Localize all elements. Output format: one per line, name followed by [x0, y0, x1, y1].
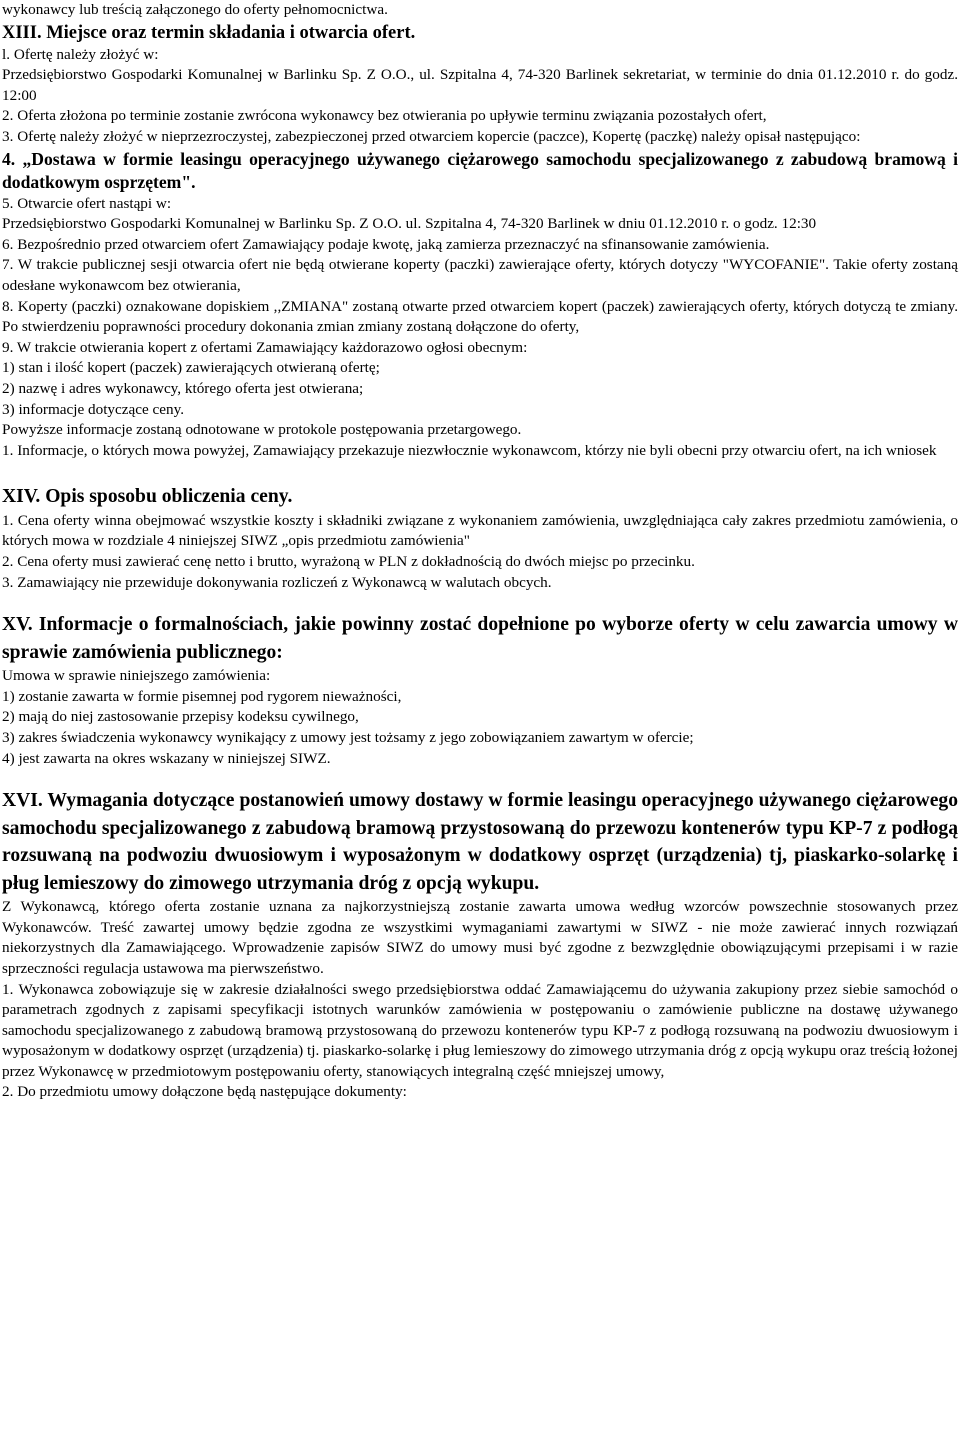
section-xiii-item-4-envelope-label: 4. „Dostawa w formie leasingu operacyjnego używanego ciężarowego samochodu specjalizowanego z zabudową bramową i dodatkowym osprzętem".: [2, 148, 958, 192]
section-xiii-sub-3: 3) informacje dotyczące ceny.: [2, 400, 185, 418]
section-xiv: [2, 483, 958, 593]
section-xiv-heading: XIV. Opis sposobu obliczenia ceny.: [2, 486, 293, 508]
section-xiii-address-1: Przedsiębiorstwo Gospodarki Komunalnej w Barlinku Sp. Z O.O., ul. Szpitalna 4, 74-320 Barlinek sekretariat, w terminie do dnia 01.12.2010 r. do godz. 12:00: [2, 66, 958, 104]
section-xiv-item-2: 2. Cena oferty musi zawierać cenę netto i brutto, wyrażoną w PLN z dokładnością do dwóch miejsc po przecinku.: [2, 552, 695, 570]
section-xiii-heading: XIII. Miejsce oraz termin składania i otwarcia ofert.: [2, 22, 416, 43]
section-xiii-item-7: 7. W trakcie publicznej sesji otwarcia ofert nie będą otwierane koperty (paczki) zawierające oferty, których dotyczy "WYCOFANIE". Takie oferty zostaną odesłane wykonawcom bez otwierania,: [2, 256, 958, 294]
section-xiii-item-1: l. Ofertę należy złożyć w:: [2, 45, 159, 63]
section-xiv-item-3: 3. Zamawiający nie przewiduje dokonywania rozliczeń z Wykonawcą w walutach obcych.: [2, 573, 552, 591]
section-xvi-item-1: 1. Wykonawca zobowiązuje się w zakresie działalności swego przedsiębiorstwa oddać Zamawiającemu do używania zakupiony przez siebie samochód o parametrach zgodnych z zapisami specyfikacji istotnych warunków zamówienia w postępowaniu o zamówienie publiczne na dostawę używanego samochodu specjalizowanego z zabudową bramową przystosowaną do przewozu kontenerów typu KP-7 z podłogą rozsuwaną na podwoziu dwuosiowym i wyposażonym w dodatkowy osprzęt (urządzenia) tj. piaskarko-solarkę i pług lemieszowy do zimowego utrzymania dróg z opcją wykupu oraz treścią łożonej przez Wykonawcę w przedmiotowym postępowaniu oferty, stanowiących integralną część mniejszej umowy,: [2, 980, 958, 1080]
section-xvi-heading: XVI. Wymagania dotyczące postanowień umowy dostawy w formie leasingu operacyjnego używanego ciężarowego samochodu specjalizowanego z zabudową bramową przystosowaną do przewozu kontenerów typu KP-7 z podłogą rozsuwaną na podwoziu dwuosiowym i wyposażonym w dodatkowy osprzęt (urządzenia) tj, piaskarko-solarkę i pług lemieszowy do zimowego utrzymania dróg z opcją wykupu.: [2, 790, 958, 894]
section-xvi: [2, 787, 958, 1103]
section-xiii: [2, 21, 958, 462]
section-xvi-intro: Z Wykonawcą, którego oferta zostanie uznana za najkorzystniejszą zostanie zawarta umowa według wzorców powszechnie stosowanych przez Wykonawców. Treść zawartej umowy będzie zgodna ze wszystkimi wymaganiami zawartymi w SIWZ - nie może zawierać innych rozwiązań niekorzystnych dla Zamawiającego. Wprowadzenie zapisów SIWZ do umowy musi być zgodne z bezwzględnie obowiązującymi przepisami i w razie sprzeczności regulacja ustawowa ma pierwszeństwo.: [2, 898, 958, 977]
section-xiii-address-2: Przedsiębiorstwo Gospodarki Komunalnej w Barlinku Sp. Z O.O. ul. Szpitalna 4, 74-320 Barlinek w dniu 01.12.2010 r. o godz. 12:30: [2, 215, 817, 233]
section-xv-intro: Umowa w sprawie niniejszego zamówienia:: [2, 667, 271, 685]
section-xiii-sub-2: 2) nazwę i adres wykonawcy, którego oferta jest otwierana;: [2, 379, 364, 397]
section-xv-item-3: 3) zakres świadczenia wykonawcy wynikający z umowy jest tożsamy z jego zobowiązaniem zawartym w ofercie;: [2, 728, 694, 746]
section-xiii-item-8: 8. Koperty (paczki) oznakowane dopiskiem ,,ZMIANA" zostaną otwarte przed otwarciem kopert (paczek) zawierających oferty, których dotyczą te zmiany. Po stwierdzeniu poprawności procedury dokonania zmian zmiany zostaną dołączone do oferty,: [2, 297, 958, 336]
section-xiii-item-6: 6. Bezpośrednio przed otwarciem ofert Zamawiający podaje kwotę, jaką zamierza przeznaczyć na sfinansowanie zamówienia.: [2, 235, 770, 253]
section-xv-item-1: 1) zostanie zawarta w formie pisemnej pod rygorem nieważności,: [2, 687, 402, 705]
section-xiii-notice: 1. Informacje, o których mowa powyżej, Zamawiający przekazuje niezwłocznie wykonawcom, którzy nie byli obecni przy otwarciu ofert, na ich wniosek: [2, 441, 937, 459]
section-xv: [2, 611, 958, 769]
paragraph-intro: wykonawcy lub treścią załączonego do oferty pełnomocnictwa.: [2, 1, 388, 18]
section-xv-item-4: 4) jest zawarta na okres wskazany w niniejszej SIWZ.: [2, 749, 331, 767]
section-xiii-sub-1: 1) stan i ilość kopert (paczek) zawierających otwieraną ofertę;: [2, 359, 380, 377]
section-xiii-item-9: 9. W trakcie otwierania kopert z ofertami Zamawiający każdorazowo ogłosi obecnym:: [2, 338, 528, 356]
section-xiii-item-2: 2. Oferta złożona po terminie zostanie zwrócona wykonawcy bez otwierania po upływie terminu związania pozostałych ofert,: [2, 107, 767, 125]
section-xiv-item-1: 1. Cena oferty winna obejmować wszystkie koszty i składniki związane z wykonaniem zamówienia, uwzględniająca cały zakres przedmiotu zamówienia, o których mowa w rozdziale 4 niniejszej SIWZ „opis przedmiotu zamówienia": [2, 511, 958, 550]
section-xvi-item-2: 2. Do przedmiotu umowy dołączone będą następujące dokumenty:: [2, 1083, 407, 1101]
section-xiii-protocol-note: Powyższe informacje zostaną odnotowane w protokole postępowania przetargowego.: [2, 421, 522, 439]
section-xv-item-2: 2) mają do niej zastosowanie przepisy kodeksu cywilnego,: [2, 708, 359, 726]
section-xv-heading: XV. Informacje o formalnościach, jakie powinny zostać dopełnione po wyborze oferty w celu zawarcia umowy w sprawie zamówienia publicznego:: [2, 614, 958, 663]
section-xiii-item-3: 3. Ofertę należy złożyć w nieprzezroczystej, zabezpieczonej przed otwarciem kopercie (paczce), Kopertę (paczkę) należy opisał następująco:: [2, 127, 861, 145]
section-xiii-item-5: 5. Otwarcie ofert nastąpi w:: [2, 194, 172, 212]
